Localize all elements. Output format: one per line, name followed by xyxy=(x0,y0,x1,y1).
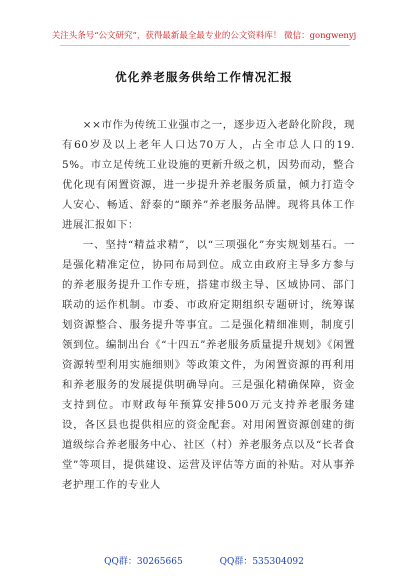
promo-banner: 关注头条号“公文研究”，获得最新最全最专业的公文资料库！ 微信：gongwenyj xyxy=(51,31,357,41)
banner-divider xyxy=(60,45,350,46)
paragraph-intro: ××市作为传统工业强市之一，逐步迈入老龄化阶段，现有60岁及以上老年人口达70万人，占全市总人口的19.5%。市立足传统工业设施的更新升级之机，因势而动，整合优化现有闲置资源，进一步提升养老服务质量，倾力打造令人安心、畅适、舒泰的“颐养”养老服务品牌。现将具体工作进展汇报如下： xyxy=(62,119,355,231)
document-body xyxy=(62,115,355,495)
footer-contact xyxy=(0,554,408,567)
paragraph-section-one: 一、坚持“精益求精”，以“三项强化”夯实规划基石。一是强化精准定位，协同布局到位。成立由政府主导多方参与的养老服务提升工作专班，搭建市级主导、区域协同、部门联动的运作机制。市委、市政府定期组织专题研讨，统筹谋划资源整合、服务提升等事宜。二是强化精细准则，制度引领到位。编制出台《“十四五”养老服务质量提升规划》《闲置资源转型利用实施细则》等政策文件，为闲置资源的再利用和养老服务的发展提供明确导向。三是强化精确保障，资金支持到位。市财政每年预算安排500万元支持养老服务建设，各区县也提供相应的资金配套。对用闲置资源创建的街道级综合养老服务中心、社区（村）养老服务点以及“长者食堂”等项目，提供建设、运营及评估等方面的补贴。对从事养老护理工作的专业人 xyxy=(62,239,355,491)
footer-qq-group-2: QQ群：535304092 xyxy=(219,557,304,567)
document-title: 优化养老服务供给工作情况汇报 xyxy=(115,70,293,84)
footer-qq-group-1: QQ群：30265665 xyxy=(104,557,183,567)
